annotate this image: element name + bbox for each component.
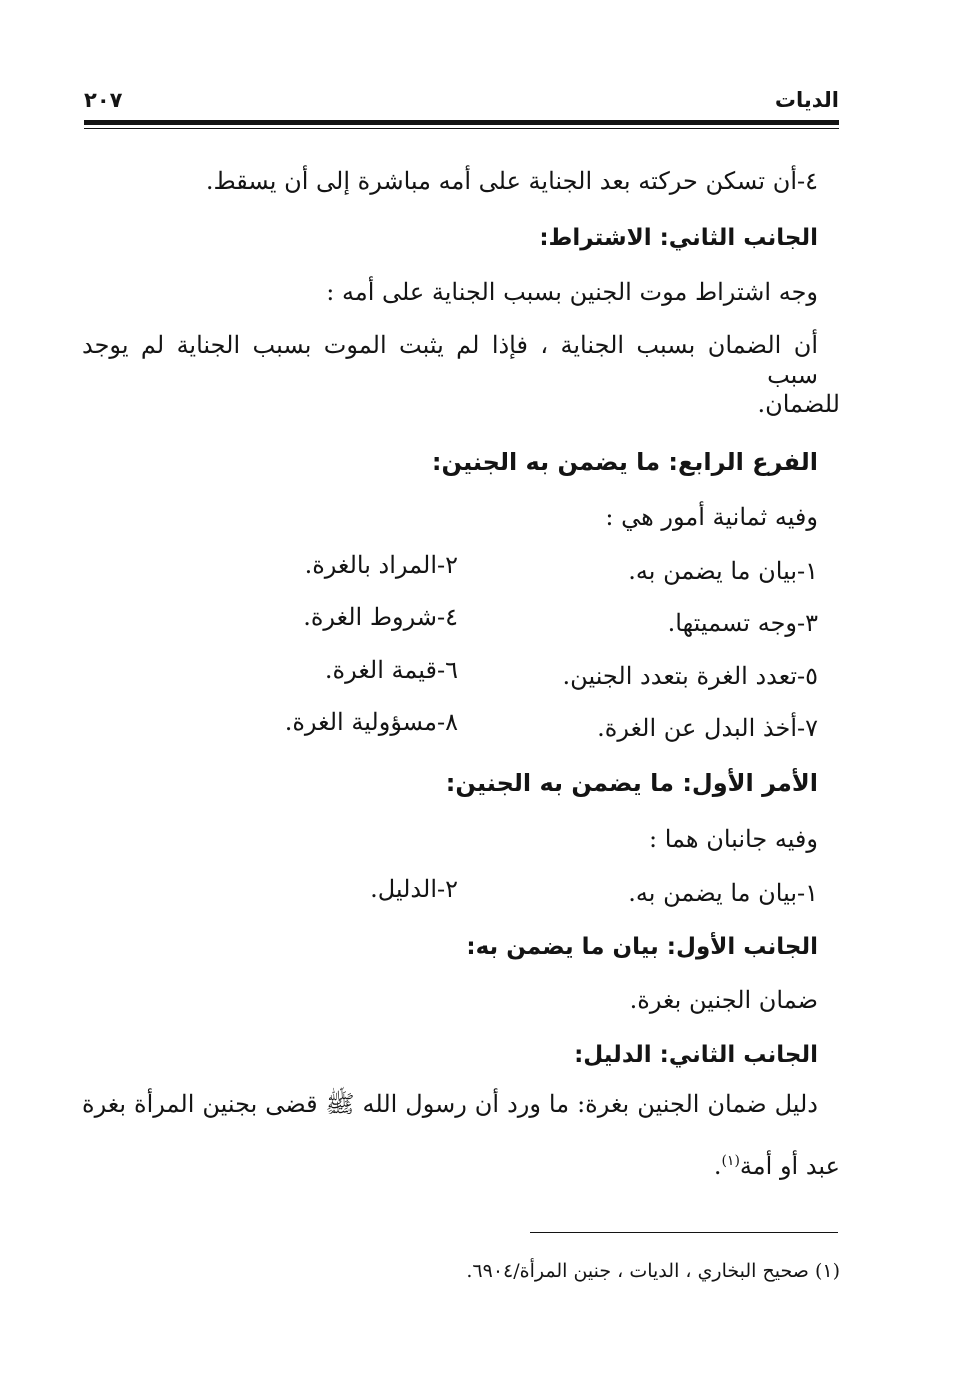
- chapter-title: الديات: [774, 88, 839, 112]
- text-fragment: .: [713, 1152, 722, 1180]
- footnote: (١) صحيح البخاري ، الديات ، جنين المرأة/٦٩٠٤.: [466, 1260, 840, 1282]
- text-line: وفيه جانبان هما :: [649, 825, 818, 853]
- header-rule-thick: [84, 120, 839, 125]
- list-item: ١-بيان ما يضمن به.: [628, 557, 818, 585]
- text-line: أن الضمان بسبب الجناية ، فإذا لم يثبت الموت بسبب الجناية لم يوجد سبب: [82, 331, 818, 389]
- footnote-marker: (١): [721, 1153, 740, 1169]
- running-header: [84, 88, 839, 118]
- list-item: ٥-تعدد الغرة بتعدد الجنين.: [562, 662, 818, 690]
- text-fragment: عبد أو أمة: [739, 1152, 840, 1180]
- list-item: ١-بيان ما يضمن به.: [628, 879, 818, 907]
- footnote-separator: [530, 1232, 838, 1233]
- text-line: ٤-أن تسكن حركته بعد الجناية على أمه مباشرة إلى أن يسقط.: [205, 167, 818, 195]
- section-heading: الجانب الثاني: الاشتراط:: [539, 225, 818, 251]
- header-rule-thin: [84, 128, 839, 129]
- list-item: ٢-المراد بالغرة.: [304, 551, 458, 579]
- page-number: ٢٠٧: [84, 88, 123, 112]
- list-item: ٨-مسؤولية الغرة.: [284, 708, 458, 736]
- text-line: [714, 1146, 840, 1181]
- section-heading: الجانب الثاني: الدليل:: [574, 1042, 818, 1068]
- list-item: ٣-وجه تسميتها.: [667, 609, 818, 637]
- section-heading: الأمر الأول: ما يضمن به الجنين:: [445, 769, 818, 797]
- list-item: ٧-أخذ البدل عن الغرة.: [597, 714, 818, 742]
- list-item: ٦-قيمة الغرة.: [324, 656, 458, 684]
- text-line: وفيه ثمانية أمور هي :: [605, 503, 818, 531]
- list-item: ٤-شروط الغرة.: [303, 603, 458, 631]
- text-line: دليل ضمان الجنين بغرة: ما ورد أن رسول الله ﷺ قضى بجنين المرأة بغرة: [82, 1090, 818, 1118]
- section-heading: الفرع الرابع: ما يضمن به الجنين:: [431, 448, 818, 476]
- list-item: ٢-الدليل.: [370, 875, 458, 903]
- text-line: للضمان.: [757, 390, 840, 418]
- section-heading: الجانب الأول: بيان ما يضمن به:: [466, 934, 818, 960]
- text-line: ضمان الجنين بغرة.: [629, 986, 818, 1014]
- text-line: وجه اشتراط موت الجنين بسبب الجناية على أمه :: [326, 278, 818, 306]
